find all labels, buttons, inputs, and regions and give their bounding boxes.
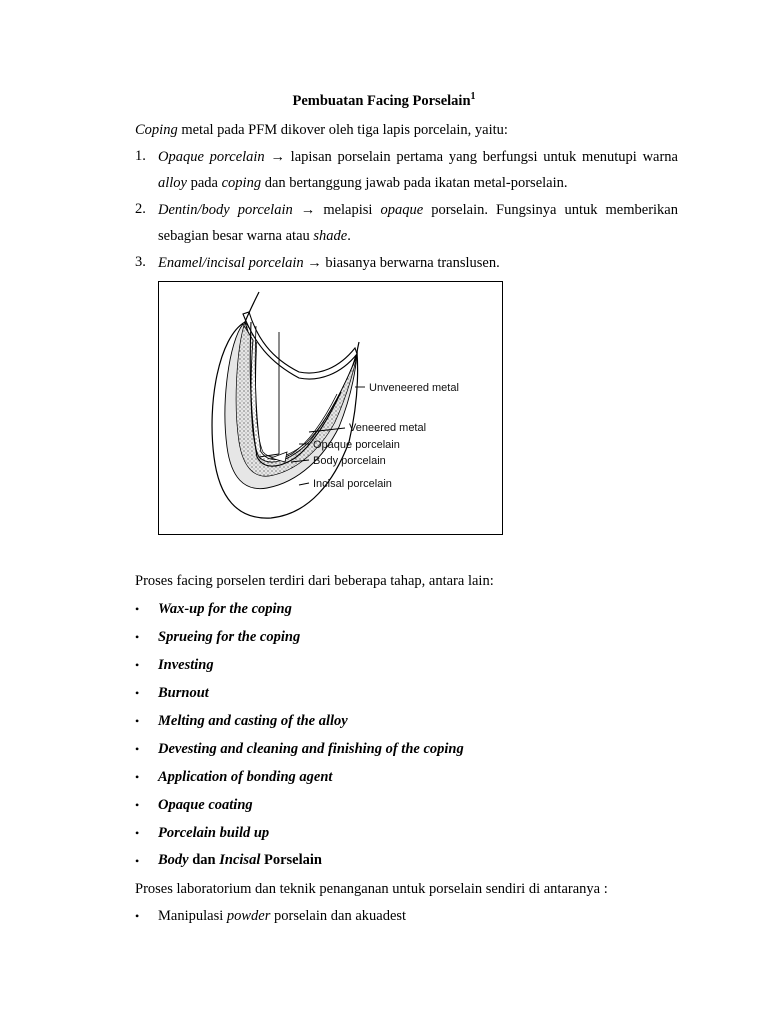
step-item: Devesting and cleaning and finishing of the coping	[158, 741, 464, 757]
label-veneered-metal: Veneered metal	[349, 422, 427, 434]
layer-opaque-line2: alloy pada coping dan bertanggung jawab pada ikatan metal-porselain.	[158, 175, 568, 191]
layer-opaque-line1: Opaque porcelain → lapisan porselain pertama yang berfungsi untuk menutupi warna	[158, 149, 678, 165]
label-incisal-porcelain: Incisal porcelain	[313, 478, 392, 490]
page-title: Pembuatan Facing Porselain$^1$	[292, 91, 476, 109]
crown-cross-section	[159, 282, 504, 536]
intro-line: Coping metal pada PFM dikover oleh tiga lapis porcelain, yaitu:	[135, 122, 508, 138]
label-body-porcelain: Body porcelain	[313, 455, 386, 467]
bullet: •	[135, 909, 140, 923]
prep-outline	[245, 292, 259, 322]
bullet: •	[135, 602, 140, 616]
step-item: Sprueing for the coping	[158, 629, 301, 645]
list-number-2: 2.	[135, 201, 146, 217]
bullet: •	[135, 742, 140, 756]
process-intro: Proses facing porselen terdiri dari beberapa tahap, antara lain:	[135, 573, 494, 589]
layer-body-line1: Dentin/body porcelain → melapisi opaque porselain. Fungsinya untuk memberikan	[158, 202, 678, 218]
step-item: Burnout	[158, 685, 209, 701]
lab-intro: Proses laboratorium dan teknik penanganan untuk porselain sendiri di antaranya :	[135, 881, 608, 897]
step-item: Investing	[158, 657, 214, 673]
bullet: •	[135, 686, 140, 700]
bullet: •	[135, 714, 140, 728]
layer-body-line2: sebagian besar warna atau shade.	[158, 228, 351, 244]
bullet: •	[135, 658, 140, 672]
bullet: •	[135, 630, 140, 644]
step-item: Porcelain build up	[158, 825, 270, 841]
bullet: •	[135, 798, 140, 812]
footnote-ref: 1	[470, 91, 476, 103]
label-unveneered-metal: Unveneered metal	[369, 382, 459, 394]
step-item: Melting and casting of the alloy	[158, 713, 348, 729]
pfm-crown-diagram	[158, 281, 503, 535]
metal-coping	[243, 312, 357, 379]
bullet: •	[135, 854, 140, 868]
list-number-3: 3.	[135, 254, 146, 270]
bullet: •	[135, 770, 140, 784]
lab-item: Manipulasi powder porselain dan akuadest	[158, 908, 407, 924]
step-item: Application of bonding agent	[158, 769, 333, 785]
step-item: Wax-up for the coping	[158, 601, 292, 617]
layer-incisal-line: Enamel/incisal porcelain → biasanya berwarna translusen.	[158, 255, 500, 271]
label-opaque-porcelain: Opaque porcelain	[313, 439, 400, 451]
list-number-1: 1.	[135, 148, 146, 164]
step-item: Opaque coating	[158, 797, 253, 813]
bullet: •	[135, 826, 140, 840]
step-item-body-incisal: Body dan Incisal Porselain	[158, 852, 322, 868]
